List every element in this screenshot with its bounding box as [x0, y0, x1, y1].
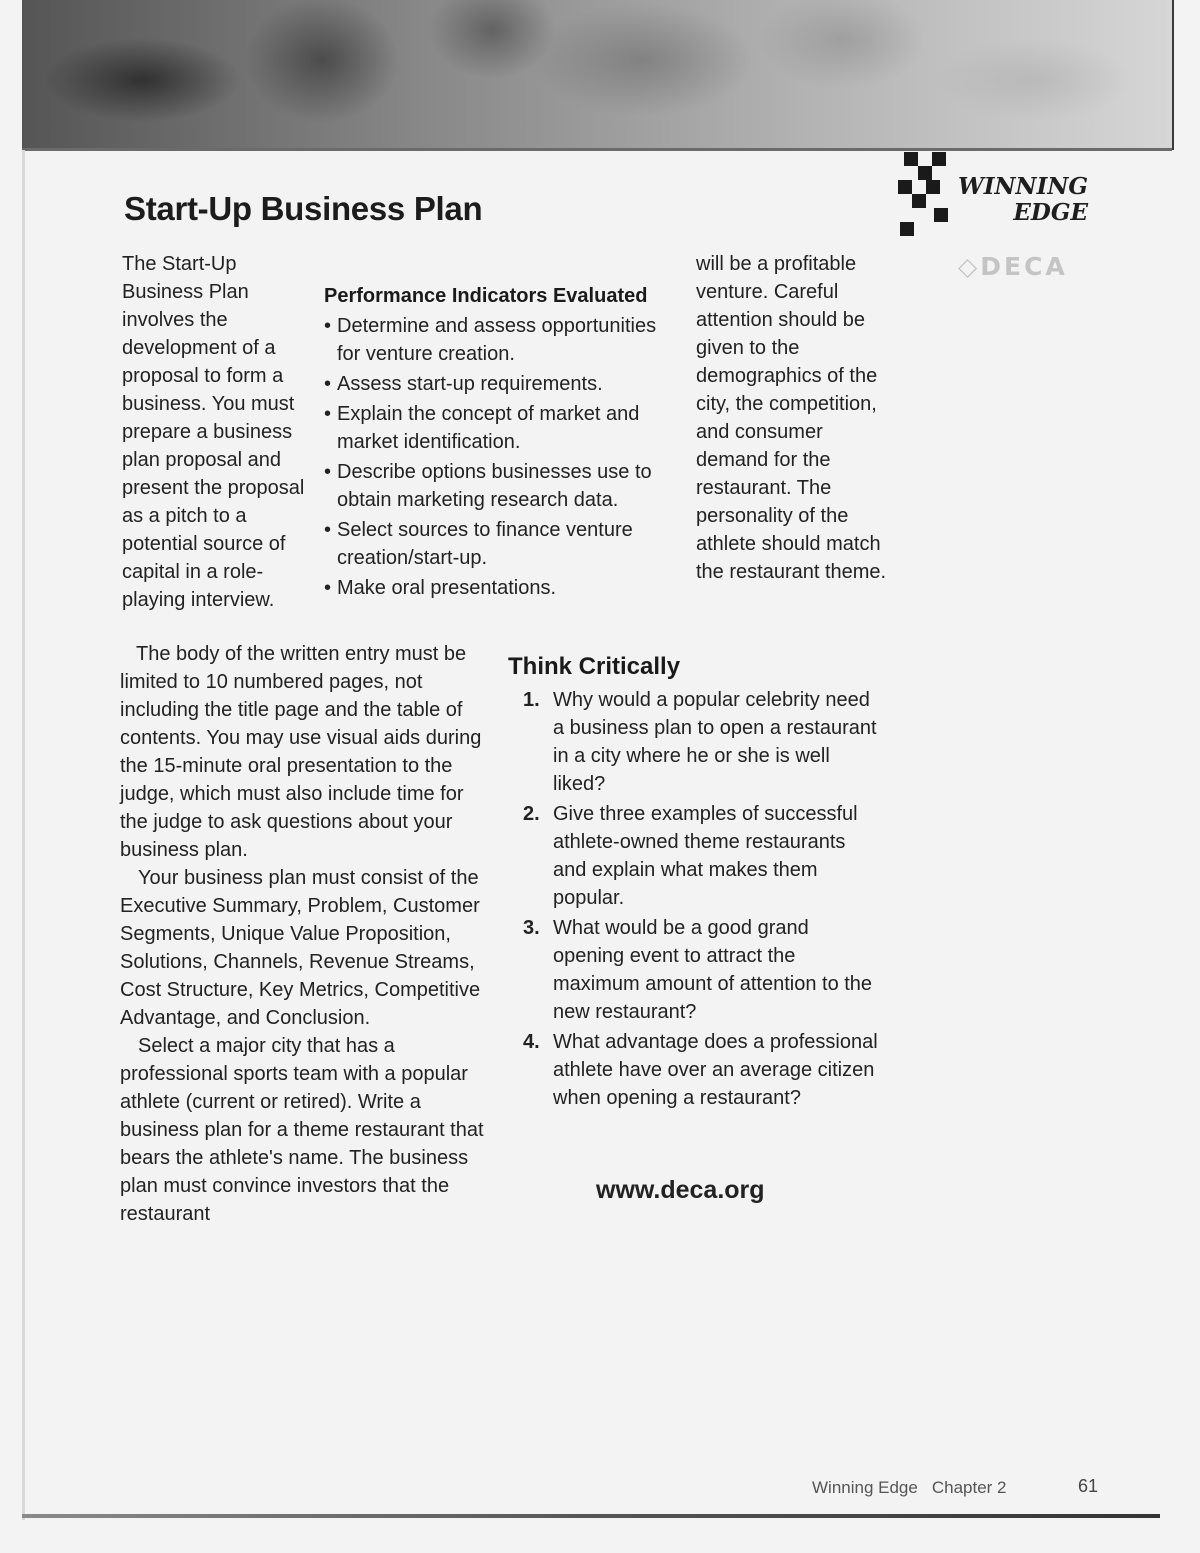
list-item: • Assess start-up requirements. — [324, 370, 684, 398]
page-edge-right — [1172, 0, 1174, 150]
list-item: • Make oral presentations. — [324, 574, 684, 602]
page-edge-left — [22, 150, 25, 1520]
list-item: • Determine and assess opportunities for venture creation. — [324, 312, 684, 368]
question-number: 1. — [523, 689, 540, 711]
continuation-paragraph: will be a profitable venture. Careful attention should be given to the demographics of the city, the competition, and consumer demand for the restaurant. The personality of the athlete should match the restaurant theme. — [696, 253, 887, 583]
intro-paragraph: The Start-Up Business Plan involves the development of a proposal to form a business. You must prepare a business plan proposal and present the proposal as a pitch to a potential source of capital in a role-playing interview. — [122, 253, 305, 611]
question-item — [508, 1028, 878, 1112]
performance-indicators-box — [324, 282, 684, 604]
question-list — [508, 686, 878, 1112]
list-item: • Describe options businesses use to obtain marketing research data. — [324, 458, 684, 514]
question-text: What would be a good grand opening event to attract the maximum amount of attention to the new restaurant? — [553, 917, 873, 1023]
footer-book-title: Winning Edge — [812, 1478, 918, 1497]
body-text-column — [120, 640, 492, 1228]
question-item — [508, 686, 878, 798]
footer-chapter: Chapter 2 — [931, 1478, 1007, 1497]
question-text: Why would a popular celebrity need a business plan to open a restaurant in a city where he or she is well liked? — [553, 689, 877, 795]
question-number: 3. — [523, 917, 540, 939]
footer-divider — [22, 1514, 1160, 1518]
logo-line-edge: EDGE — [1013, 199, 1088, 226]
think-critically-section — [508, 652, 878, 1114]
performance-indicators-list — [324, 312, 684, 602]
website-link[interactable]: www.deca.org — [596, 1176, 765, 1204]
header-photo-banner — [22, 0, 1172, 150]
logo-line-winning: WINNING — [957, 173, 1088, 200]
page-number: 61 — [1078, 1476, 1099, 1496]
page-title: Start-Up Business Plan — [124, 190, 483, 227]
performance-indicators-heading: Performance Indicators Evaluated — [324, 285, 648, 307]
question-number: 2. — [523, 803, 540, 825]
checkered-flag-icon — [896, 148, 956, 240]
question-text: Give three examples of successful athlete-owned theme restaurants and explain what makes them popular. — [553, 803, 858, 909]
list-item: • Select sources to finance venture creation/start-up. — [324, 516, 684, 572]
logo-wordmark — [948, 174, 1088, 226]
body-paragraph: Your business plan must consist of the Executive Summary, Problem, Customer Segments, Unique Value Proposition, Solutions, Channels, Revenue Streams, Cost Structure, Key Metrics, Competitive Advantage, and Conclusion. — [120, 867, 481, 1029]
question-number: 4. — [523, 1031, 540, 1053]
body-paragraph: The body of the written entry must be limited to 10 numbered pages, not including the title page and the table of contents. You may use visual aids during the 15-minute oral presentation to the judge, which must also include time for the judge to ask questions about your business plan. — [120, 643, 482, 861]
page-footer — [812, 1478, 1007, 1498]
think-critically-heading: Think Critically — [508, 653, 681, 680]
deca-logo-text: DECA — [980, 252, 1068, 281]
winning-edge-logo — [896, 148, 1096, 248]
question-item — [508, 800, 878, 912]
body-paragraph: Select a major city that has a professional sports team with a popular athlete (current or retired). Write a business plan for a theme restaurant that bears the athlete's name. The business plan must convince investors that the restaurant — [120, 1035, 484, 1225]
question-text: What advantage does a professional athlete have over an average citizen when opening a restaurant? — [553, 1031, 878, 1109]
list-item: • Explain the concept of market and market identification. — [324, 400, 684, 456]
deca-logo: ◇DECA — [958, 252, 1068, 281]
question-item — [508, 914, 878, 1026]
